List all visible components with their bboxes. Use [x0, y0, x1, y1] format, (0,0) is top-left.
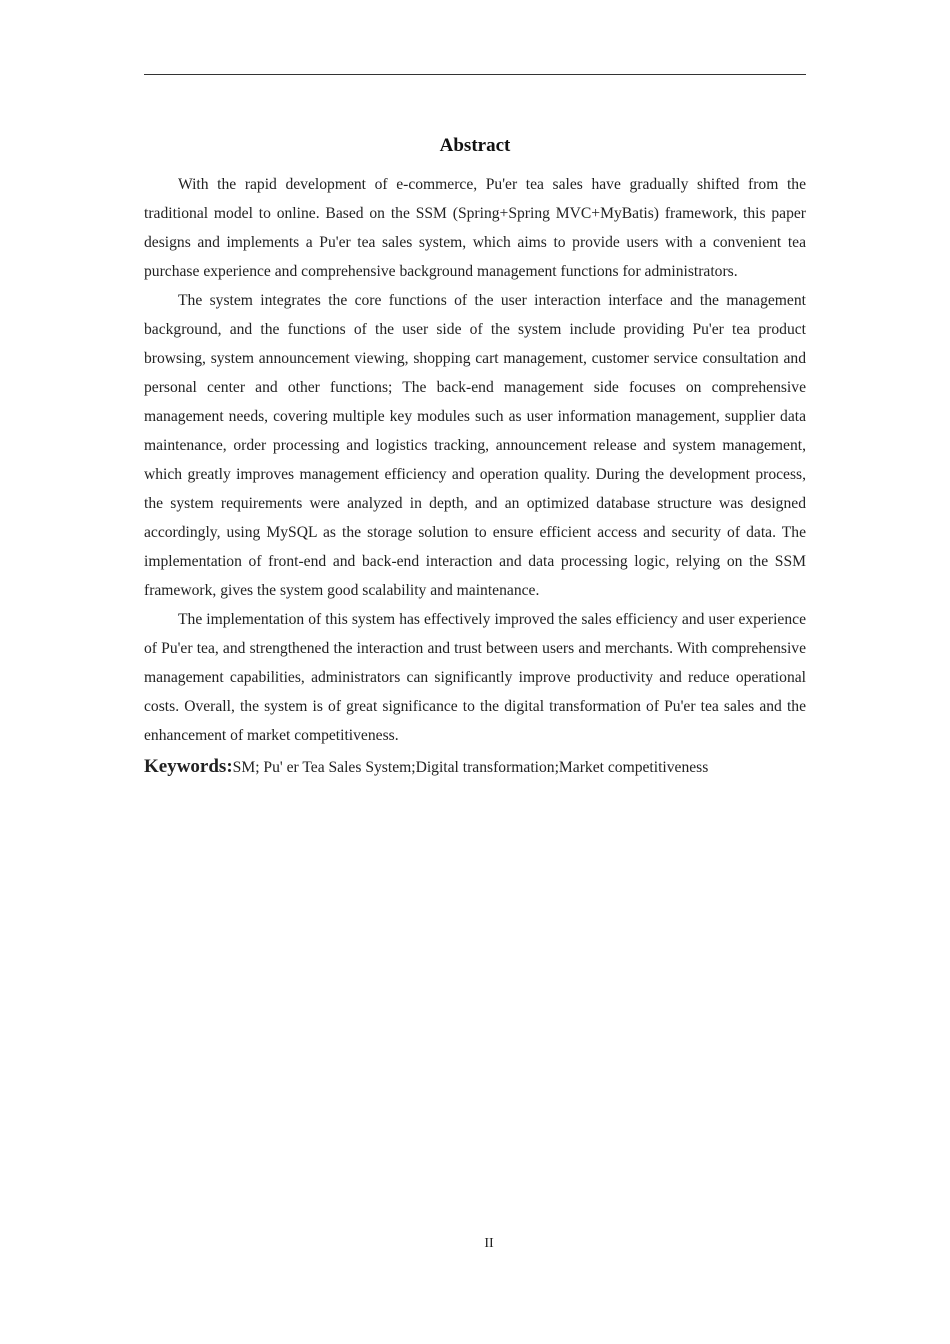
- page-number: II: [484, 1236, 494, 1251]
- keywords-line: [144, 752, 806, 783]
- keywords-text: SM; Pu' er Tea Sales System;Digital transformation;Market competitiveness: [232, 759, 709, 776]
- abstract-section: [144, 132, 806, 783]
- abstract-paragraph-1: With the rapid development of e-commerce, Pu'er tea sales have gradually shifted from the traditional model to online. Based on the SSM (Spring+Spring MVC+MyBatis) framework, this paper designs and implements a Pu'er tea sales system, which aims to provide users with a convenient tea purchase experience and comprehensive background management functions for administrators.: [144, 176, 806, 280]
- keywords-label: Keywords:: [144, 756, 233, 777]
- header-rule: [144, 74, 806, 75]
- abstract-title: Abstract: [439, 135, 511, 156]
- abstract-paragraph-3: The implementation of this system has effectively improved the sales efficiency and user experience of Pu'er tea, and strengthened the interaction and trust between users and merchants. With comprehensive management capabilities, administrators can significantly improve productivity and reduce operational costs. Overall, the system is of great significance to the digital transformation of Pu'er tea sales and the enhancement of market competitiveness.: [144, 611, 806, 744]
- abstract-paragraph-2: The system integrates the core functions of the user interaction interface and the management background, and the functions of the user side of the system include providing Pu'er tea product browsing, system announcement viewing, shopping cart management, customer service consultation and personal center and other functions; The back-end management side focuses on comprehensive management needs, covering multiple key modules such as user information management, supplier data maintenance, order processing and logistics tracking, announcement release and system management, which greatly improves management efficiency and operation quality. During the development process, the system requirements were analyzed in depth, and an optimized database structure was designed accordingly, using MySQL as the storage solution to ensure efficient access and security of data. The implementation of front-end and back-end interaction and data processing logic, relying on the SSM framework, gives the system good scalability and maintenance.: [144, 292, 806, 599]
